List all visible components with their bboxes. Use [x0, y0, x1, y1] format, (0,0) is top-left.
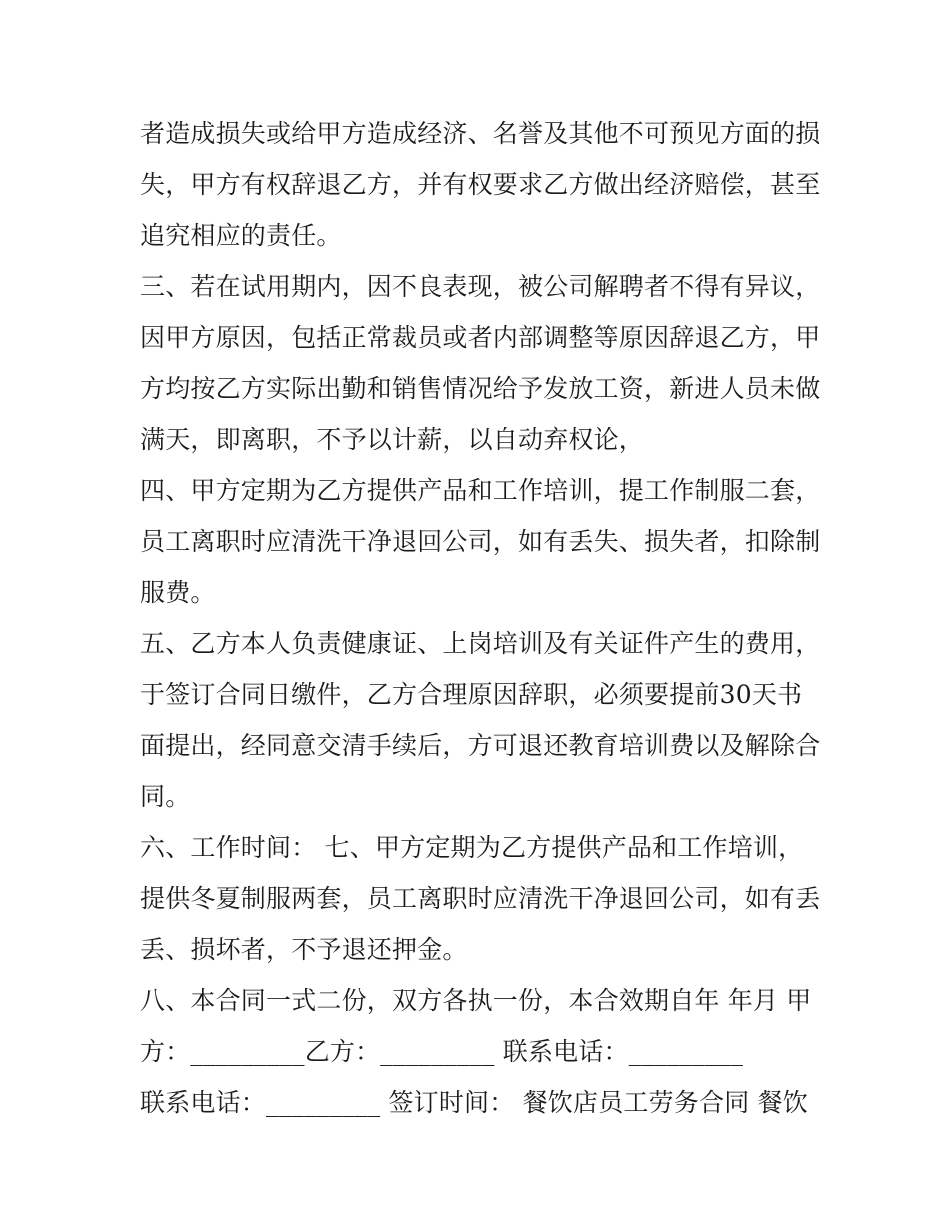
- text-line: 提供冬夏制服两套，员工离职时应清洗干净退回公司，如有丢: [140, 884, 821, 913]
- text-line: 员工离职时应清洗干净退回公司，如有丢失、损失者，扣除制: [140, 527, 821, 556]
- text-line: 三、若在试用期内，因不良表现，被公司解聘者不得有异议，: [140, 272, 821, 301]
- text-line: 四、甲方定期为乙方提供产品和工作培训，提工作制服二套，: [140, 476, 821, 505]
- signature-line: 联系电话：_________ 签订时间： 餐饮店员工劳务合同 餐饮: [140, 1088, 808, 1117]
- text-line: 者造成损失或给甲方造成经济、名誉及其他不可预见方面的损: [140, 119, 821, 148]
- text-line: 六、工作时间： 七、甲方定期为乙方提供产品和工作培训，: [140, 833, 804, 862]
- text-line: 八、本合同一式二份，双方各执一份，本合效期自年 年月 甲: [140, 986, 812, 1015]
- text-line: 失，甲方有权辞退乙方，并有权要求乙方做出经济赔偿，甚至: [140, 170, 821, 199]
- text-line: 服费。: [140, 578, 216, 607]
- text-line: 于签订合同日缴件，乙方合理原因辞职，必须要提前30天书: [140, 680, 803, 709]
- text-line: 面提出，经同意交清手续后，方可退还教育培训费以及解除合: [140, 731, 821, 760]
- document-body: [140, 108, 820, 1128]
- signature-line: 方：_________乙方：_________ 联系电话：_________: [140, 1037, 744, 1066]
- text-line: 丢、损坏者，不予退还押金。: [140, 935, 468, 964]
- text-line: 同。: [140, 782, 191, 811]
- text-line: 追究相应的责任。: [140, 221, 342, 250]
- text-line: 因甲方原因，包括正常裁员或者内部调整等原因辞退乙方，甲: [140, 323, 821, 352]
- text-line: 方均按乙方实际出勤和销售情况给予发放工资，新进人员未做: [140, 374, 821, 403]
- text-line: 五、乙方本人负责健康证、上岗培训及有关证件产生的费用，: [140, 629, 821, 658]
- text-line: 满天，即离职，不予以计薪，以自动弃权论，: [140, 425, 645, 454]
